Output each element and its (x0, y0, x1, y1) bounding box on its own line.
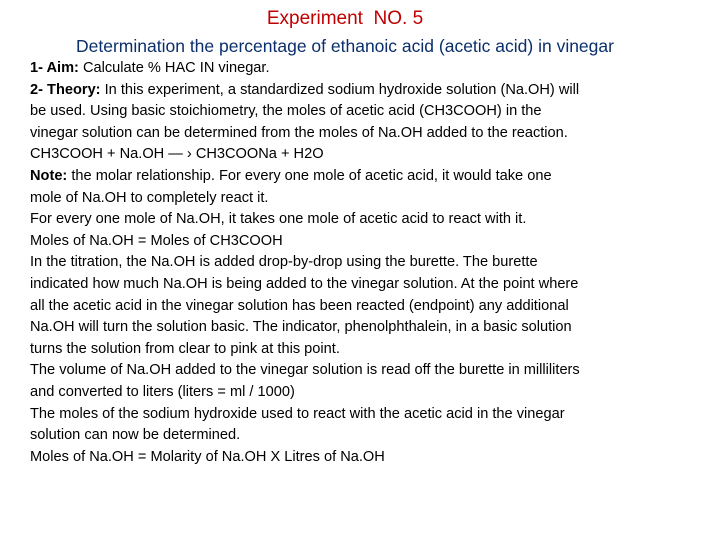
aim-text: Calculate % HAC IN vinegar. (78, 60, 270, 76)
theory-text: In this experiment, a standardized sodium hydroxide solution (Na.OH) will (100, 81, 580, 98)
text-line: vinegar solution can be determined from the moles of Na.OH added to the reaction. (30, 124, 568, 141)
note-text: the molar relationship. For every one mole of acetic acid, it would take one (67, 167, 552, 184)
reaction-equation: CH3COOH + Na.OH — › CH3COONa + H2O (30, 146, 324, 163)
body-text (30, 58, 680, 468)
text-line: Na.OH will turn the solution basic. The indicator, phenolphthalein, in a basic solution (30, 319, 572, 336)
theory-label: 2- Theory: (30, 81, 101, 98)
page-subtitle: Determination the percentage of ethanoic acid (acetic acid) in vinegar (76, 36, 614, 56)
aim-line (30, 58, 680, 80)
theory-line (30, 80, 680, 102)
text-line: solution can now be determined. (30, 427, 241, 444)
note-line (30, 166, 680, 188)
text-line: In the titration, the Na.OH is added drop-by-drop using the burette. The burette (30, 254, 538, 271)
text-line: mole of Na.OH to completely react it. (30, 189, 269, 206)
text-line: be used. Using basic stoichiometry, the moles of acetic acid (CH3COOH) in the (30, 103, 542, 120)
text-line: turns the solution from clear to pink at this point. (30, 340, 340, 357)
moles-equation: Moles of Na.OH = Moles of CH3COOH (30, 232, 283, 249)
moles-formula: Moles of Na.OH = Molarity of Na.OH X Litres of Na.OH (30, 448, 385, 465)
text-line: indicated how much Na.OH is being added to the vinegar solution. At the point where (30, 275, 579, 292)
page-title: Experiment NO. 5 (266, 8, 424, 29)
text-line: The moles of the sodium hydroxide used to react with the acetic acid in the vinegar (30, 405, 565, 422)
text-line: The volume of Na.OH added to the vinegar solution is read off the burette in milliliters (30, 362, 580, 379)
text-line: all the acetic acid in the vinegar solution has been reacted (endpoint) any additional (30, 297, 569, 314)
note-label: Note: (30, 167, 68, 184)
aim-label: 1- Aim: (30, 60, 79, 76)
text-line: and converted to liters (liters = ml / 1000) (30, 383, 295, 400)
text-line: For every one mole of Na.OH, it takes one mole of acetic acid to react with it. (30, 211, 527, 228)
